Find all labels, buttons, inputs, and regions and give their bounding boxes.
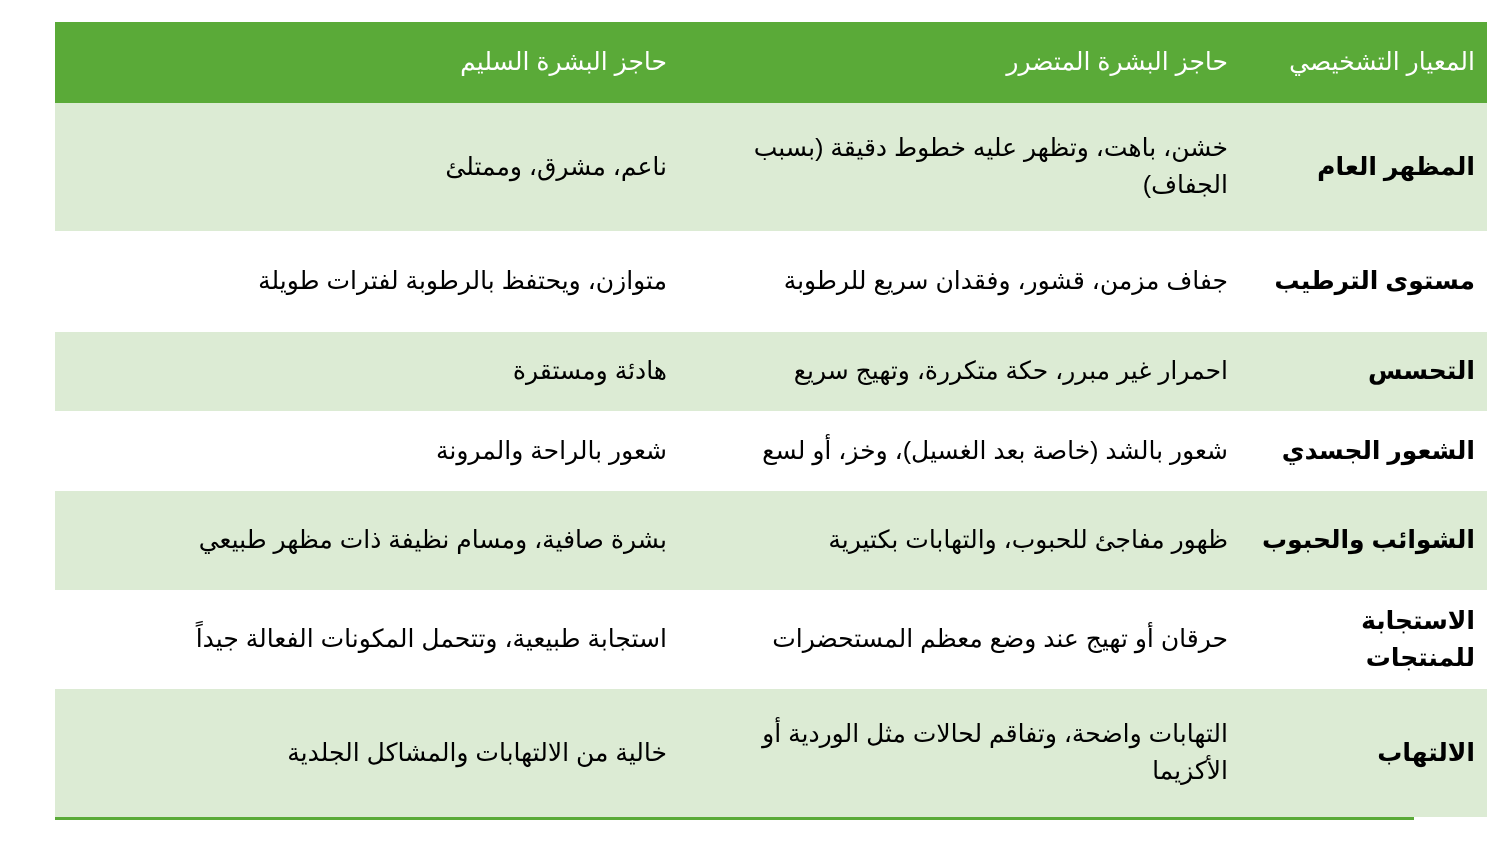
header-damaged-barrier: حاجز البشرة المتضرر: [1006, 48, 1228, 76]
cell-criteria: التحسس: [1368, 357, 1475, 385]
header-healthy-barrier: حاجز البشرة السليم: [460, 48, 667, 76]
cell-healthy: بشرة صافية، ومسام نظيفة ذات مظهر طبيعي: [198, 526, 667, 554]
cell-damaged: التهابات واضحة، وتفاقم لحالات مثل الوردية أو الأكزيما: [762, 720, 1228, 785]
cell-damaged: خشن، باهت، وتظهر عليه خطوط دقيقة (بسبب الجفاف): [753, 134, 1228, 199]
cell-healthy: هادئة ومستقرة: [512, 357, 667, 385]
cell-damaged: احمرار غير مبرر، حكة متكررة، وتهيج سريع: [793, 357, 1228, 385]
cell-criteria: المظهر العام: [1317, 152, 1475, 181]
cell-healthy: شعور بالراحة والمرونة: [436, 436, 667, 465]
cell-damaged: ظهور مفاجئ للحبوب، والتهابات بكتيرية: [828, 526, 1228, 554]
cell-criteria: الالتهاب: [1377, 738, 1475, 767]
cell-criteria: الشعور الجسدي: [1281, 436, 1475, 465]
table-row: [55, 689, 1487, 817]
cell-criteria: الشوائب والحبوب: [1262, 526, 1475, 554]
skin-barrier-comparison-table: [55, 22, 1487, 817]
comparison-table-container: [55, 22, 1475, 820]
cell-criteria: مستوى الترطيب: [1274, 267, 1475, 295]
table-row: [55, 590, 1487, 689]
cell-damaged: جفاف مزمن، قشور، وفقدان سريع للرطوبة: [783, 267, 1228, 295]
cell-damaged: شعور بالشد (خاصة بعد الغسيل)، وخز، أو لسع: [762, 436, 1228, 465]
cell-healthy: خالية من الالتهابات والمشاكل الجلدية: [287, 738, 667, 767]
cell-healthy: متوازن، ويحتفظ بالرطوبة لفترات طويلة: [258, 267, 667, 295]
table-row: [55, 411, 1487, 491]
cell-criteria: الاستجابة للمنتجات: [1361, 606, 1475, 672]
cell-healthy: استجابة طبيعية، وتتحمل المكونات الفعالة جيداً: [195, 625, 667, 653]
table-header-row: [55, 22, 1487, 103]
cell-healthy: ناعم، مشرق، وممتلئ: [445, 152, 667, 181]
table-row: [55, 491, 1487, 590]
header-criteria: المعيار التشخيصي: [1289, 48, 1475, 76]
cell-damaged: حرقان أو تهيج عند وضع معظم المستحضرات: [772, 625, 1228, 653]
table-row: [55, 332, 1487, 411]
table-row: [55, 103, 1487, 231]
table-row: [55, 231, 1487, 332]
